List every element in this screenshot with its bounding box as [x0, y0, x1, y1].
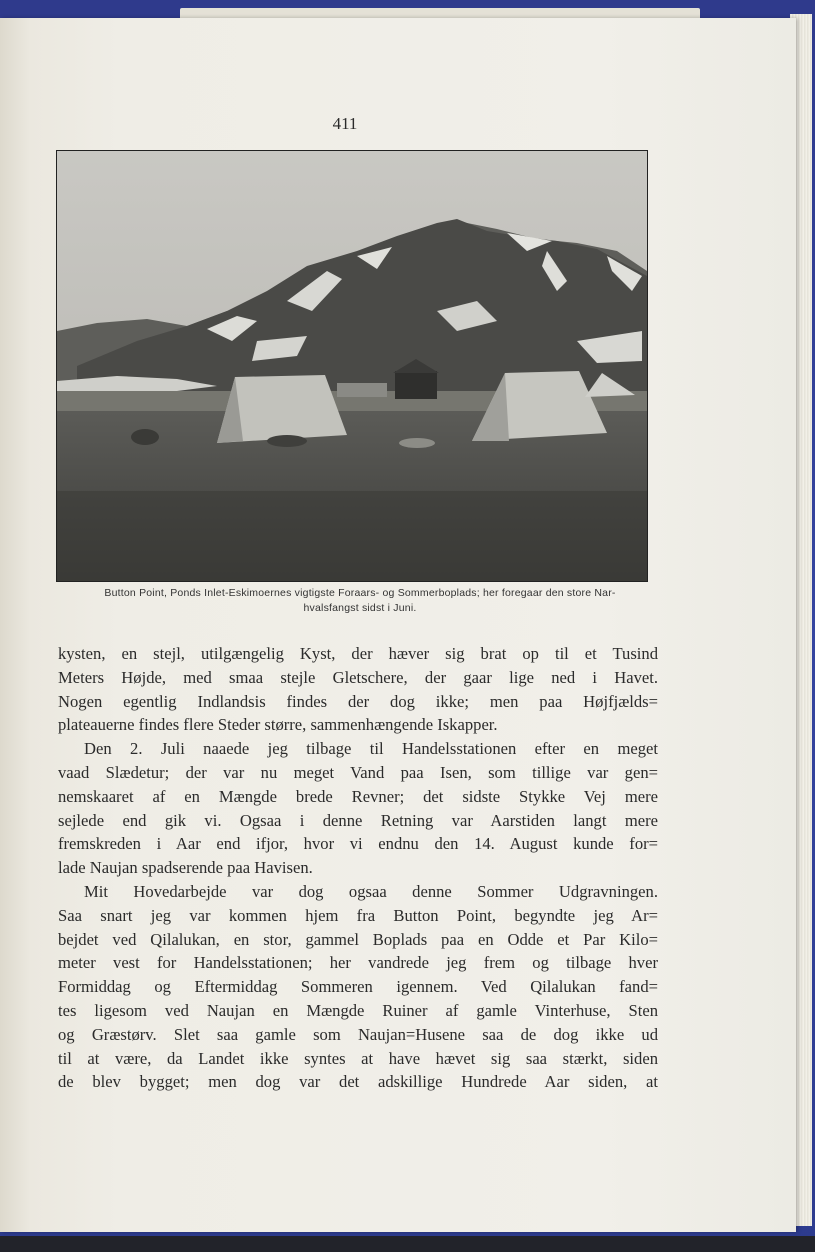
photograph [56, 150, 648, 582]
page-number: 411 [332, 114, 358, 133]
text-line: lade Naujan spadserende paa Havisen. [58, 858, 313, 878]
text-line: og Græstørv. Slet saa gamle som Naujan=Husene saa de dog ikke ud [58, 1024, 658, 1044]
body-text [58, 642, 658, 1094]
text-line: til at være, da Landet ikke syntes at have hævet sig saa stærkt, siden [58, 1048, 658, 1068]
text-line: Meters Højde, med smaa stejle Gletschere, der gaar lige ned i Havet. [58, 667, 658, 687]
text-line: nemskaaret af en Mængde brede Revner; det sidste Stykke Vej mere [58, 786, 658, 806]
background-surface [0, 1236, 815, 1252]
text-line: de blev bygget; men dog var det adskillige Hundrede Aar siden, at [58, 1072, 658, 1092]
text-line: Mit Hovedarbejde var dog ogsaa denne Sommer Udgravningen. [84, 881, 658, 901]
photo-caption [60, 586, 660, 616]
text-line: Saa snart jeg var kommen hjem fra Button Point, begyndte jeg Ar= [58, 905, 658, 925]
text-line: kysten, en stejl, utilgængelig Kyst, der hæver sig brat op til et Tusind [58, 644, 658, 663]
book-page [0, 18, 796, 1232]
text-line: meter vest for Handelsstationen; her vandrede jeg frem og tilbage hver [58, 953, 658, 973]
text-line: Den 2. Juli naaede jeg tilbage til Handelsstationen efter en meget [84, 739, 658, 759]
caption-line: hvalsfangst sidst i Juni. [303, 602, 417, 614]
text-line: Nogen egentlig Indlandsis findes der dog ikke; men paa Højfjælds= [58, 691, 658, 711]
text-line: fremskreden i Aar end ifjor, hvor vi endnu den 14. August kunde for= [58, 834, 658, 854]
text-line: sejlede end gik vi. Ogsaa i denne Retning var Aarstiden langt mere [58, 810, 658, 830]
caption-line: Button Point, Ponds Inlet-Eskimoernes vigtigste Foraars- og Sommerboplads; her foregaar den store Nar- [104, 587, 616, 599]
text-line: vaad Slædetur; der var nu meget Vand paa Isen, som tillige var gen= [58, 762, 658, 782]
text-line: tes ligesom ved Naujan en Mængde Ruiner af gamle Vinterhuse, Sten [58, 1000, 658, 1020]
text-line: bejdet ved Qilalukan, en stor, gammel Boplads paa en Odde et Par Kilo= [58, 929, 658, 949]
text-line: plateauerne findes flere Steder større, sammenhængende Iskapper. [58, 715, 498, 735]
photograph-camp-icon [57, 151, 647, 581]
text-line: Formiddag og Eftermiddag Sommeren igennem. Ved Qilalukan fand= [58, 977, 658, 997]
